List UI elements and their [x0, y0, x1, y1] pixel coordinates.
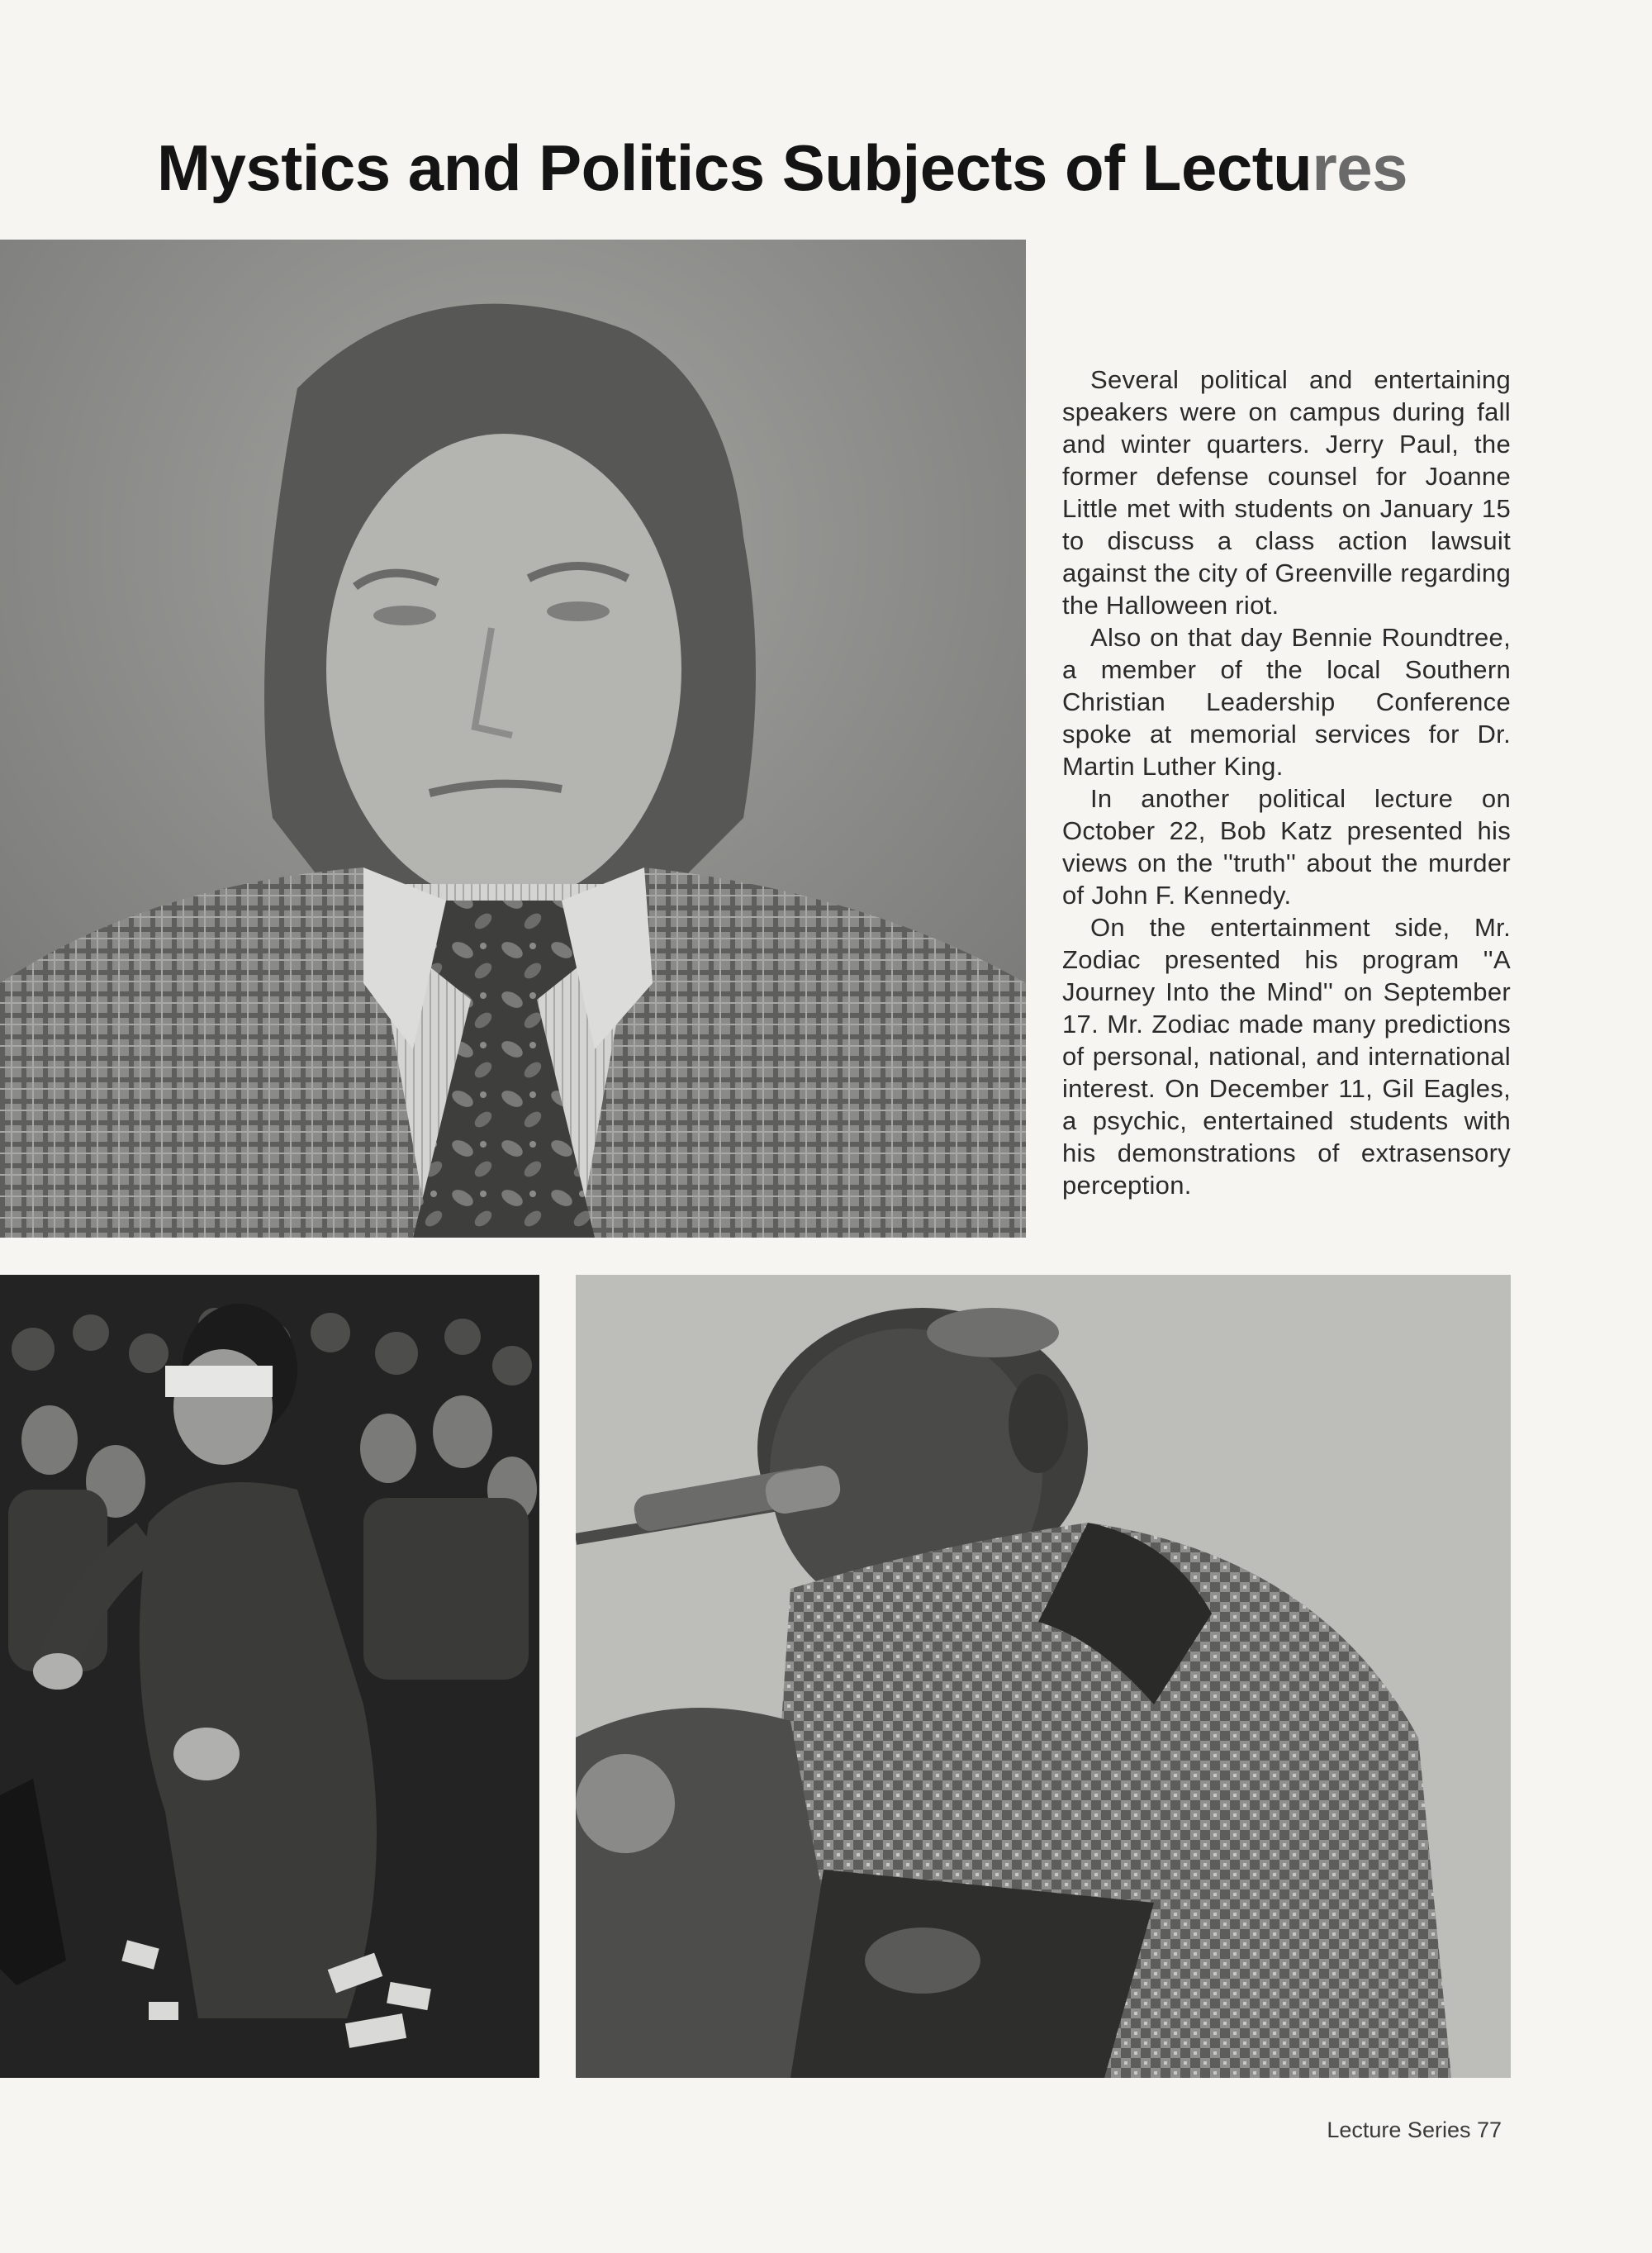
article-paragraph: Several political and entertaining speakers were on campus during fall and winter quarters. Jerry Paul, the former defense counsel for Joanne Little met with students on January 15 to discuss a class action lawsuit against the city of Greenville regarding the Halloween riot.	[1062, 365, 1511, 620]
headline-main: Mystics and Politics Subjects of Lectu	[157, 131, 1313, 204]
page-folio: Lecture Series 77	[1327, 2118, 1502, 2142]
photo-blindfolded-performer	[0, 1275, 539, 2078]
headline-faded-end: res	[1312, 131, 1408, 204]
speaker-portrait-image	[0, 240, 1026, 1238]
speaker-at-podium-image	[576, 1275, 1511, 2078]
photo-speaker-at-podium	[576, 1275, 1511, 2078]
article-body	[1062, 364, 1511, 1201]
article-paragraph: In another political lecture on October 22, Bob Katz presented his views on the ''truth'' about the murder of John F. Kennedy.	[1062, 784, 1511, 910]
blindfolded-performer-image	[0, 1275, 539, 2078]
page-headline	[157, 131, 1408, 206]
photo-speaker-portrait	[0, 240, 1026, 1238]
article-paragraph: Also on that day Bennie Roundtree, a member of the local Southern Christian Leadership Conference spoke at memorial services for Dr. Martin Luther King.	[1062, 623, 1511, 781]
article-paragraph: On the entertainment side, Mr. Zodiac presented his program ''A Journey Into the Mind'' on September 17. Mr. Zodiac made many predictions of personal, national, and international interest. On December 11, Gil Eagles, a psychic, entertained students with his demonstrations of extrasensory perception.	[1062, 913, 1511, 1200]
